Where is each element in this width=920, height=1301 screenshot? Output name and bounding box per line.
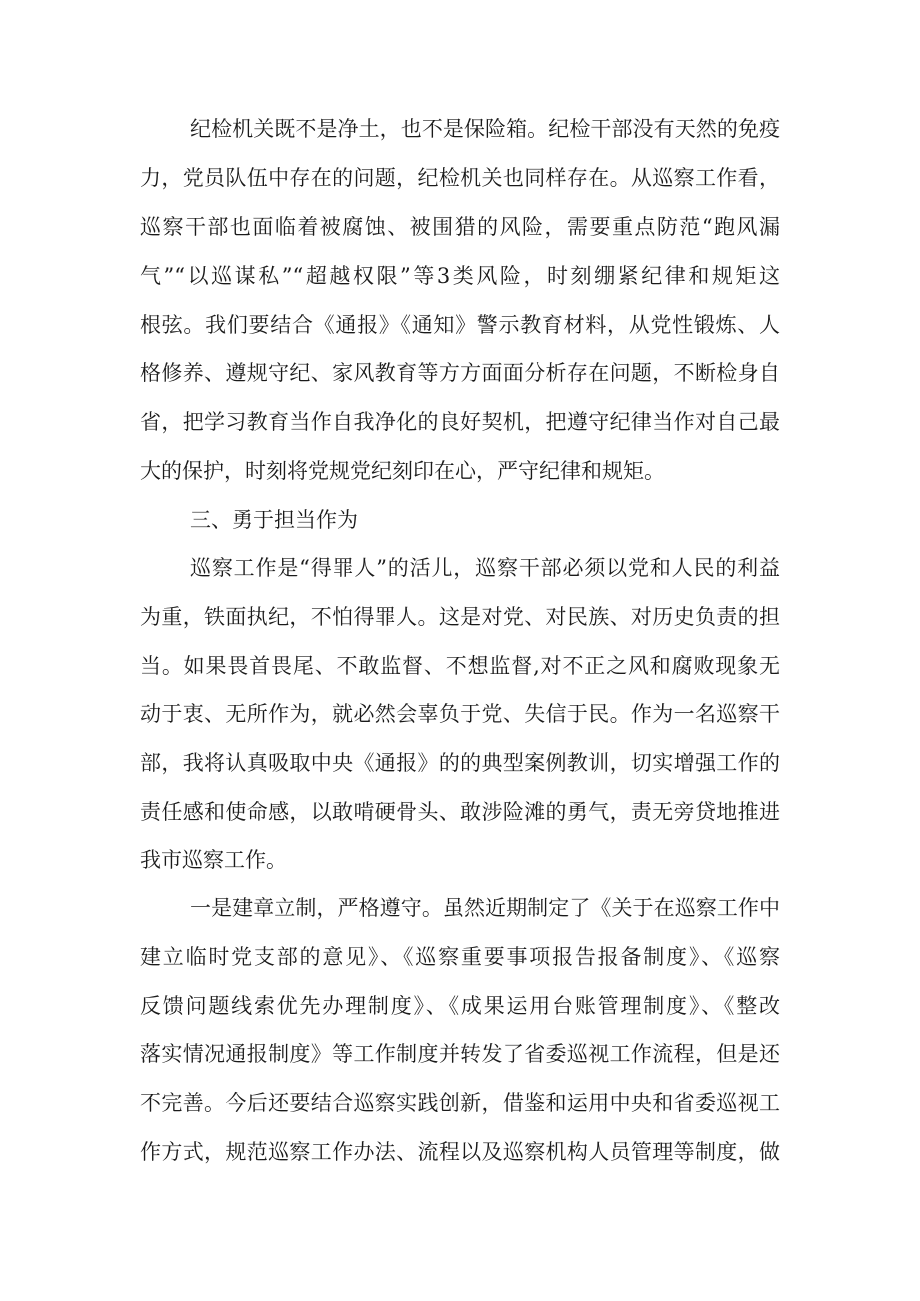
text-line: 巡察干部也面临着被腐蚀、被围猎的风险，需要重点防范“跑风漏 xyxy=(140,215,780,239)
text-line: 不完善。今后还要结合巡察实践创新，借鉴和运用中央和省委巡视工 xyxy=(140,1091,780,1115)
text-line: 力，党员队伍中存在的问题，纪检机关也同样存在。从巡察工作看， xyxy=(140,166,780,190)
section-heading: 三、勇于担当作为 xyxy=(190,508,358,532)
text-line: 反馈问题线索优先办理制度》、《成果运用台账管理制度》、《整改 xyxy=(140,994,780,1018)
text-line: 为重，铁面执纪，不怕得罪人。这是对党、对民族、对历史负责的担 xyxy=(140,605,780,629)
text-line: 我市巡察工作。 xyxy=(140,848,287,872)
text-line: 作方式，规范巡察工作办法、流程以及巡察机构人员管理等制度，做 xyxy=(140,1140,780,1164)
text-line: 格修养、遵规守纪、家风教育等方方面面分析存在问题，不断检身自 xyxy=(140,361,780,385)
text-line: 根弦。我们要结合《通报》《通知》警示教育材料，从党性锻炼、人 xyxy=(140,313,780,337)
text-line: 责任感和使命感，以敢啃硬骨头、敢涉险滩的勇气，责无旁贷地推进 xyxy=(140,800,780,824)
text-line: 省，把学习教育当作自我净化的良好契机，把遵守纪律当作对自己最 xyxy=(140,410,780,434)
text-line: 落实情况通报制度》等工作制度并转发了省委巡视工作流程，但是还 xyxy=(140,1042,780,1066)
text-line: 纪检机关既不是净土，也不是保险箱。纪检干部没有天然的免疫 xyxy=(190,117,780,141)
text-line: 大的保护，时刻将党规党纪刻印在心，严守纪律和规矩。 xyxy=(140,459,665,483)
text-line: 气”“以巡谋私”“超越权限”等3类风险，时刻绷紧纪律和规矩这 xyxy=(140,264,780,288)
text-line: 建立临时党支部的意见》、《巡察重要事项报告报备制度》、《巡察 xyxy=(140,945,780,969)
text-line: 动于衷、无所作为，就必然会辜负于党、失信于民。作为一名巡察干 xyxy=(140,702,780,726)
text-line: 一是建章立制，严格遵守。虽然近期制定了《关于在巡察工作中 xyxy=(190,896,780,920)
text-line: 当。如果畏首畏尾、不敢监督、不想监督,对不正之风和腐败现象无 xyxy=(140,654,780,678)
text-line: 部，我将认真吸取中央《通报》的的典型案例教训，切实增强工作的 xyxy=(140,751,780,775)
text-line: 巡察工作是“得罪人”的活儿，巡察干部必须以党和人民的利益 xyxy=(190,556,780,580)
